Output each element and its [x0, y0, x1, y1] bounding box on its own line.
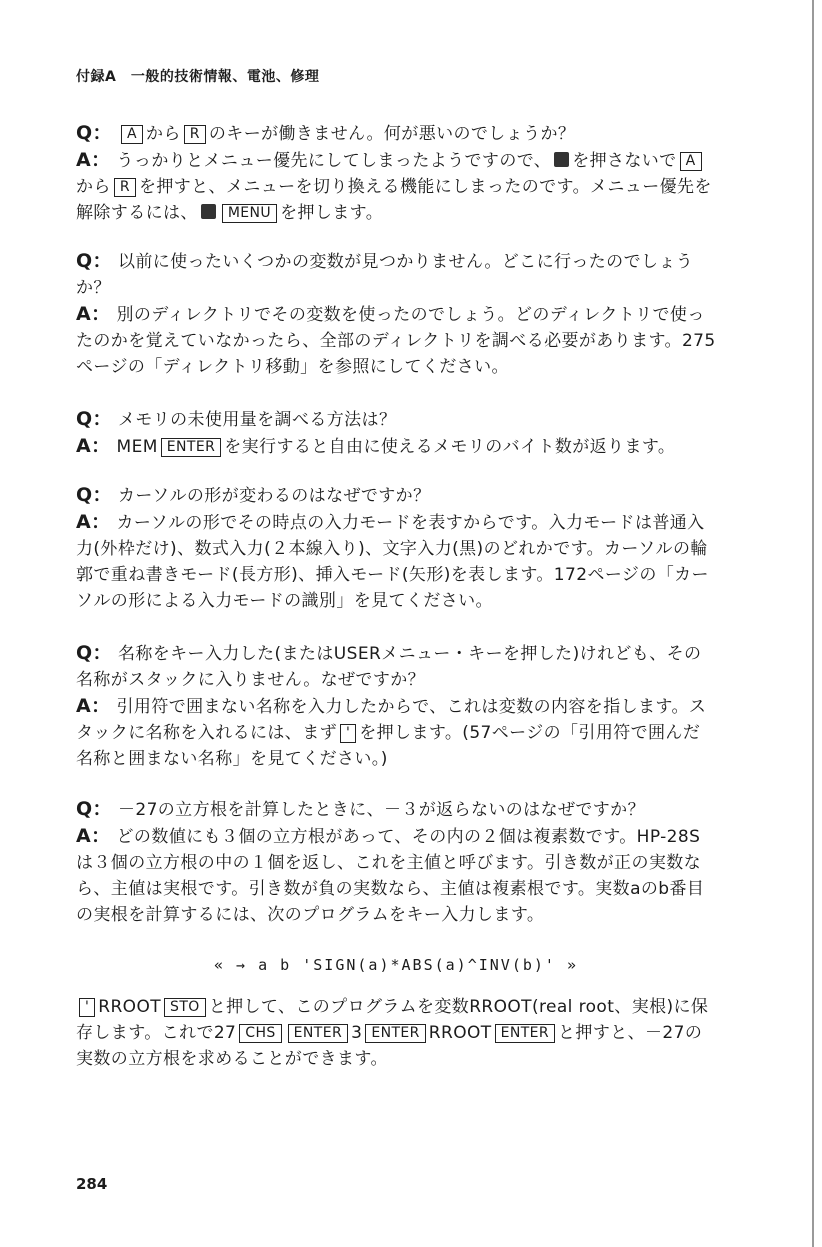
a1-text-2: を押さないで: [572, 151, 677, 171]
q1-text-2: から: [145, 124, 181, 144]
answer-2: [76, 301, 716, 380]
shift-key-icon: [554, 152, 569, 167]
qa-block-5: [76, 640, 716, 772]
a3-text-2: を実行すると自由に使えるメモリのバイト数が返ります。: [224, 437, 676, 457]
key-sto: STO: [164, 998, 206, 1017]
page-edge-line: [812, 0, 814, 1247]
a5-text-1: 引用符で囲まない名称を入力したからで、これは変数の内容を指します。スタックに名称を入れるには、まず: [76, 697, 707, 743]
a-label: A：: [76, 695, 111, 717]
question-1: [76, 120, 716, 147]
a6-text: どの数値にも３個の立方根があって、その内の２個は複素数です。HP-28Sは３個の立方根の中の１個を返し、これを主値と呼びます。引き数が正の実数なら、主値は実根です。引き数が負の実数なら、主値は複素根です。実数aのb番目の実根を計算するには、次のプログラムをキー入力します。: [76, 827, 705, 925]
question-5: [76, 640, 716, 693]
key-enter: ENTER: [365, 1024, 425, 1043]
a-label: A：: [76, 435, 111, 457]
key-enter: ENTER: [288, 1024, 348, 1043]
a1-text-1: うっかりとメニュー優先にしてしまったようですので、: [116, 151, 552, 171]
page-number: 284: [76, 1175, 108, 1193]
q4-text: カーソルの形が変わるのはなぜですか？: [117, 486, 431, 506]
a2-text: 別のディレクトリでその変数を使ったのでしょう。どのディレクトリで使ったのかを覚えていなかったら、全部のディレクトリを調べる必要があります。275ページの「ディレクトリ移動」を参照にしてください。: [76, 305, 716, 377]
final-text-1: RROOT: [98, 997, 162, 1017]
key-quote: ': [340, 724, 356, 743]
q1-text-3: のキーが働きません。何が悪いのでしょうか？: [208, 124, 576, 144]
answer-6: [76, 823, 716, 928]
key-r: R: [114, 178, 136, 197]
question-3: [76, 406, 716, 433]
a1-text-4: を押すと、メニューを切り換える機能にしまったのです。メニュー優先を解除するには、: [76, 177, 712, 223]
a-label: A：: [76, 303, 111, 325]
running-header: 付録A 一般的技術情報、電池、修理: [76, 69, 320, 85]
a-label: A：: [76, 511, 111, 533]
final-paragraph: [76, 994, 716, 1072]
a3-text-1: MEM: [116, 437, 158, 457]
a-label: A：: [76, 149, 111, 171]
question-6: [76, 796, 716, 823]
a4-text: カーソルの形でその時点の入力モードを表すからです。入力モードは普通入力(外枠だけ)、数式入力(２本線入り)、文字入力(黒)のどれかです。カーソルの輪郭で重ね書きモード(長方形)、挿入モード(矢形)を表します。172ページの「カーソルの形による入力モードの識別」を見てください。: [76, 513, 709, 611]
q5-text: 名称をキー入力した(またはUSERメニュー・キーを押した)けれども、その名称がスタックに入りません。なぜですか？: [76, 644, 702, 690]
a1-text-5: を押します。: [280, 203, 384, 223]
final-text: [76, 994, 716, 1072]
key-a: A: [121, 125, 143, 144]
key-chs: CHS: [239, 1024, 281, 1043]
question-4: [76, 482, 716, 509]
q-label: Q：: [76, 250, 112, 272]
qa-block-3: [76, 406, 716, 460]
answer-5: [76, 693, 716, 772]
final-text-4: RROOT: [428, 1023, 492, 1043]
key-quote: ': [79, 998, 95, 1017]
q-label: Q：: [76, 408, 112, 430]
key-a: A: [680, 152, 702, 171]
q3-text: メモリの未使用量を調べる方法は？: [117, 410, 397, 430]
a-label: A：: [76, 825, 111, 847]
final-text-3: 3: [351, 1023, 363, 1043]
qa-block-1: [76, 120, 716, 226]
qa-block-6: [76, 796, 716, 928]
answer-1: [76, 147, 716, 226]
program-listing: « → a b 'SIGN(a)*ABS(a)^INV(b)' »: [213, 956, 578, 974]
key-menu: MENU: [222, 204, 277, 223]
key-enter: ENTER: [495, 1024, 555, 1043]
a5-text-2: を押します。(57ページの「引用符で囲んだ名称と囲まない名称」を見てください。): [76, 723, 701, 769]
final-text-2: と押して、このプログラムを変数RROOT(real root、実根)に保存します。これで27: [76, 997, 709, 1043]
a1-text-3: から: [76, 177, 111, 197]
q-label: Q：: [76, 642, 112, 664]
q-label: Q：: [76, 484, 112, 506]
qa-block-2: [76, 248, 716, 380]
qa-block-4: [76, 482, 716, 614]
q6-text: －27の立方根を計算したときに、－３が返らないのはなぜですか？: [117, 800, 645, 820]
q2-text: 以前に使ったいくつかの変数が見つかりません。どこに行ったのでしょうか？: [76, 252, 694, 298]
q-label: Q：: [76, 122, 112, 144]
question-2: [76, 248, 716, 301]
answer-4: [76, 509, 716, 614]
key-r: R: [184, 125, 206, 144]
answer-3: [76, 433, 716, 460]
final-text-5: と押すと、－27の実数の立方根を求めることができます。: [76, 1023, 703, 1069]
shift-key-icon: [201, 204, 216, 219]
q-label: Q：: [76, 798, 112, 820]
key-enter: ENTER: [161, 438, 221, 457]
